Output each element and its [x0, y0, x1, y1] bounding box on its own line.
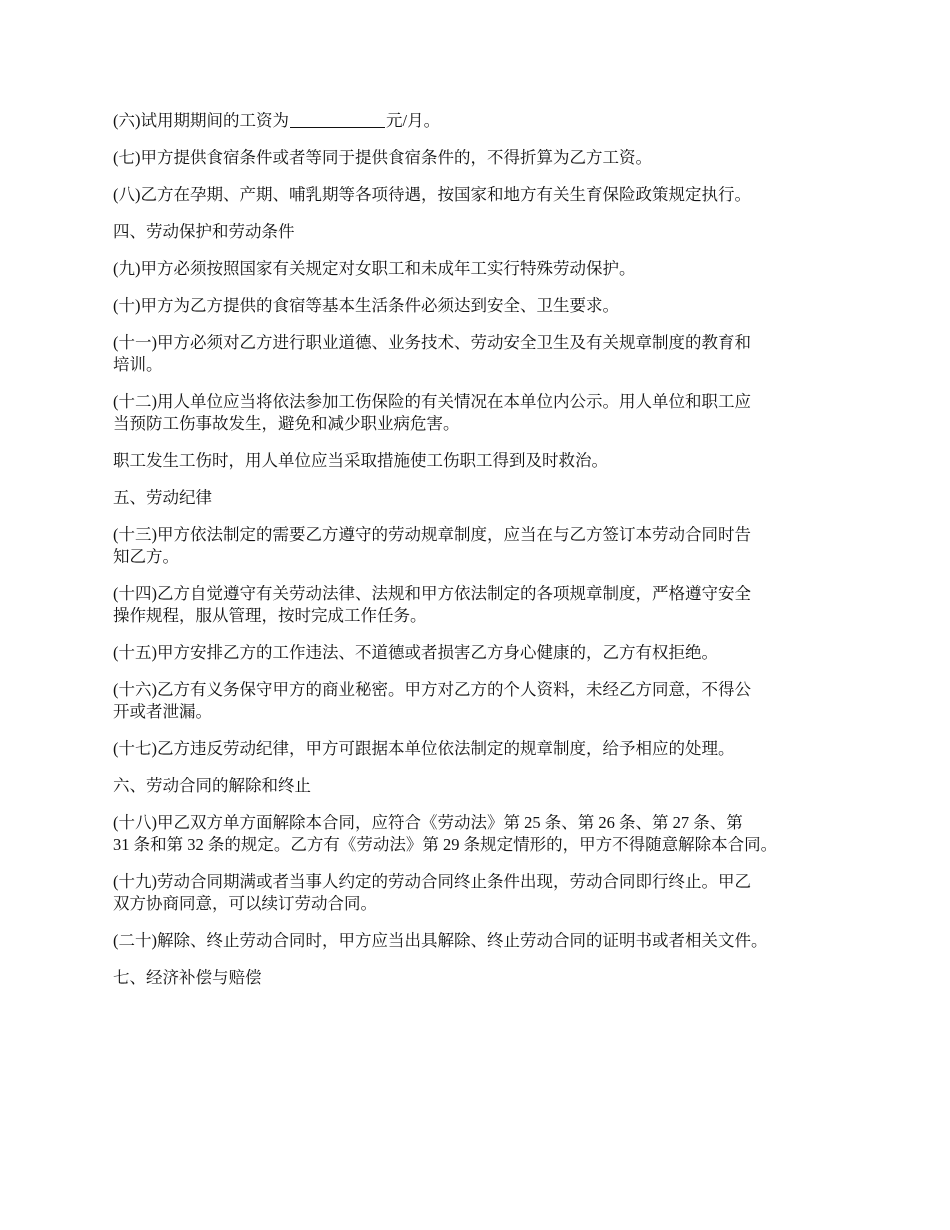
clause-18-line-2: 31 条和第 32 条的规定。乙方有《劳动法》第 29 条规定情形的，甲方不得随意解除本合同。 — [113, 835, 778, 854]
document-page — [113, 110, 843, 1004]
clause-13-line-1: (十三)甲方依法制定的需要乙方遵守的劳动规章制度，应当在与乙方签订本劳动合同时告 — [113, 525, 751, 544]
clause-14-line-2: 操作规程，服从管理，按时完成工作任务。 — [113, 606, 427, 625]
clause-6-text: (六)试用期期间的工资为 — [113, 111, 289, 130]
clause-15: (十五)甲方安排乙方的工作违法、不道德或者损害乙方身心健康的，乙方有权拒绝。 — [113, 643, 718, 662]
section-heading-7: 七、经济补偿与赔偿 — [113, 968, 262, 987]
section-heading-6: 六、劳动合同的解除和终止 — [113, 776, 311, 795]
clause-16-line-2: 开或者泄漏。 — [113, 702, 212, 721]
clause-14-line-1: (十四)乙方自觉遵守有关劳动法律、法规和甲方依法制定的各项规章制度，严格遵守安全 — [113, 584, 751, 603]
clause-12-line-2: 当预防工伤事故发生，避免和减少职业病危害。 — [113, 414, 460, 433]
clause-19 — [113, 871, 843, 915]
clause-7: (七)甲方提供食宿条件或者等同于提供食宿条件的，不得折算为乙方工资。 — [113, 148, 652, 167]
section-heading-4: 四、劳动保护和劳动条件 — [113, 222, 295, 241]
clause-11 — [113, 332, 843, 376]
clause-18 — [113, 812, 843, 856]
clause-6-probation-wage — [113, 110, 843, 132]
clause-18-line-1: (十八)甲乙双方单方面解除本合同，应符合《劳动法》第 25 条、第 26 条、第 27 条、第 — [113, 813, 743, 832]
clause-16-line-1: (十六)乙方有义务保守甲方的商业秘密。甲方对乙方的个人资料，未经乙方同意，不得公 — [113, 680, 751, 699]
clause-20: (二十)解除、终止劳动合同时，甲方应当出具解除、终止劳动合同的证明书或者相关文件。 — [113, 931, 768, 950]
clause-6-unit: 元/月。 — [386, 111, 441, 130]
clause-14 — [113, 583, 843, 627]
clause-12-line-1: (十二)用人单位应当将依法参加工伤保险的有关情况在本单位内公示。用人单位和职工应 — [113, 392, 751, 411]
clause-11-line-2: 培训。 — [113, 355, 163, 374]
work-injury-note: 职工发生工伤时，用人单位应当采取措施使工伤职工得到及时救治。 — [113, 451, 608, 470]
clause-19-line-2: 双方协商同意，可以续订劳动合同。 — [113, 894, 377, 913]
wage-blank-field — [290, 111, 385, 128]
clause-19-line-1: (十九)劳动合同期满或者当事人约定的劳动合同终止条件出现，劳动合同即行终止。甲乙 — [113, 872, 751, 891]
clause-9: (九)甲方必须按照国家有关规定对女职工和未成年工实行特殊劳动保护。 — [113, 259, 636, 278]
clause-16 — [113, 679, 843, 723]
clause-12 — [113, 391, 843, 435]
clause-13-line-2: 知乙方。 — [113, 547, 179, 566]
clause-10: (十)甲方为乙方提供的食宿等基本生活条件必须达到安全、卫生要求。 — [113, 296, 619, 315]
clause-13 — [113, 524, 843, 568]
section-heading-5: 五、劳动纪律 — [113, 488, 212, 507]
clause-17: (十七)乙方违反劳动纪律，甲方可跟据本单位依法制定的规章制度，给予相应的处理。 — [113, 739, 735, 758]
clause-11-line-1: (十一)甲方必须对乙方进行职业道德、业务技术、劳动安全卫生及有关规章制度的教育和 — [113, 333, 751, 352]
clause-8: (八)乙方在孕期、产期、哺乳期等各项待遇，按国家和地方有关生育保险政策规定执行。 — [113, 185, 751, 204]
